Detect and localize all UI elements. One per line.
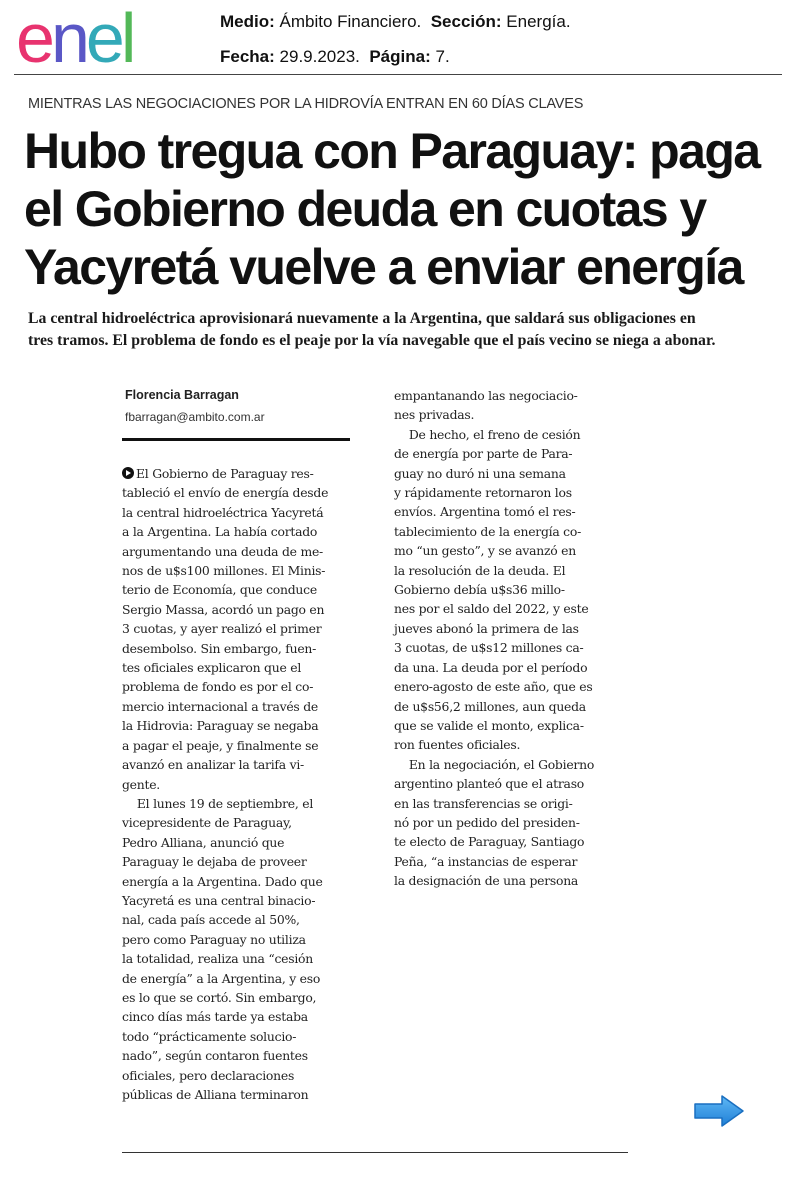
article-line: la totalidad, realiza una “cesión [122,951,313,967]
article-line: ron fuentes oficiales. [394,737,521,753]
article-line: De hecho, el freno de cesión [408,426,581,442]
article-line: da una. La deuda por el período [394,659,588,675]
svg-text:enel: enel [16,4,133,70]
article-line: todo “prácticamente solucio- [122,1028,297,1044]
article-line: en las transferencias se origi- [394,795,573,811]
article-line: tablecimiento de la energía co- [394,523,582,539]
article-line: argentino planteó que el atraso [394,776,585,792]
article-line: vicepresidente de Paraguay, [122,815,292,831]
article-line: argumentando una deuda de me- [122,543,323,559]
article-line: enero-agosto de este año, que es [394,679,593,695]
article-line: envíos. Argentina tomó el res- [394,504,576,520]
article-line: Paraguay le dejaba de proveer [122,854,307,870]
headline-line: el Gobierno deuda en cuotas y [24,181,706,237]
author-name: Florencia Barragan [125,388,239,402]
article-line: Gobierno debía u$s36 millo- [394,582,565,598]
article-line: Sergio Massa, acordó un pago en [122,601,325,617]
article-line: la Hidrovia: Paraguay se negaba [122,718,319,734]
article-line: cinco días más tarde ya estaba [122,1009,308,1025]
article-line: pero como Paraguay no utiliza [122,931,306,947]
article-line: 3 cuotas, de u$s12 millones ca- [394,640,584,656]
article-line: es lo que se cortó. Sin embargo, [122,989,317,1005]
article-line: nes por el saldo del 2022, y este [394,601,589,617]
byline-divider [122,438,350,441]
footer-divider [122,1152,628,1153]
article-line: energía a la Argentina. Dado que [122,873,323,889]
article-line: En la negociación, el Gobierno [408,756,595,772]
article-line: Peña, “a instancias de esperar [394,853,578,869]
article-line-text: El Gobierno de Paraguay res- [136,466,314,481]
header-date-line: Fecha: 29.9.2023. Página: 7. [220,47,450,66]
article-line: Yacyretá es una central binacio- [122,892,316,908]
play-bullet-icon [122,467,134,479]
article-column-1 [122,464,354,1104]
article-line: de energía” a la Argentina, y eso [122,970,321,986]
article-line: mo “un gesto”, y se avanzó en [394,543,576,559]
article-line: a pagar el peaje, y finalmente se [122,737,319,753]
article-line: de energía por parte de Para- [394,446,573,462]
article-line: mercio internacional a través de [122,698,318,714]
article-line [122,464,354,483]
headline-line: Yacyretá vuelve a enviar energía [24,239,743,295]
subtitle-line: La central hidroeléctrica aprovisionará nuevamente a la Argentina, que saldará sus obligaciones en [28,310,696,327]
article-line: nes privadas. [394,407,475,423]
article-line: la resolución de la deuda. El [394,562,566,578]
article-line: tes oficiales explicaron que el [122,660,302,676]
article-line: terio de Economía, que conduce [122,582,317,598]
article-subtitle [28,308,773,352]
article-line: jueves abonó la primera de las [394,620,579,636]
article-line: nado”, según contaron fuentes [122,1048,308,1064]
headline-line: Hubo tregua con Paraguay: paga [24,123,760,179]
article-line: que se valide el monto, explica- [394,717,584,733]
enel-logo [16,4,186,70]
article-line: Pedro Alliana, anunció que [122,834,285,850]
article-line: oficiales, pero declaraciones [122,1067,295,1083]
right-arrow-icon[interactable] [692,1093,746,1129]
article-line: desembolso. Sin embargo, fuen- [122,640,317,656]
article-line: problema de fondo es por el co- [122,679,314,695]
article-line: avanzó en analizar la tarifa vi- [122,757,304,773]
article-line: te electo de Paraguay, Santiago [394,834,585,850]
article-column-2 [394,386,624,891]
author-email: fbarragan@ambito.com.ar [125,410,265,424]
article-line: empantanando las negociacio- [394,388,578,403]
article-line: y rápidamente retornaron los [394,485,572,501]
article-line: públicas de Alliana terminaron [122,1087,309,1102]
header-divider [14,74,782,75]
article-line: tableció el envío de energía desde [122,485,329,501]
subtitle-line: tres tramos. El problema de fondo es el peaje por la vía navegable que el país vecino se niega a abonar. [28,332,716,349]
article-line: 3 cuotas, y ayer realizó el primer [122,621,322,637]
article-headline [24,122,784,296]
article-kicker: MIENTRAS LAS NEGOCIACIONES POR LA HIDROVÍA ENTRAN EN 60 DÍAS CLAVES [28,96,584,112]
article-line: El lunes 19 de septiembre, el [136,795,314,811]
article-line: la designación de una persona [394,873,579,889]
article-line: la central hidroeléctrica Yacyretá [122,504,324,520]
article-line: de u$s56,2 millones, aun queda [394,698,586,714]
article-line: nos de u$s100 millones. El Minis- [122,563,326,579]
article-line: nó por un pedido del presiden- [394,814,580,830]
article-line: nal, cada país accede al 50%, [122,912,300,928]
article-line: a la Argentina. La había cortado [122,524,318,540]
header-media-line: Medio: Ámbito Financiero. Sección: Energía. [220,12,571,31]
article-line: guay no duró ni una semana [394,465,566,481]
article-line: gente. [122,776,160,792]
